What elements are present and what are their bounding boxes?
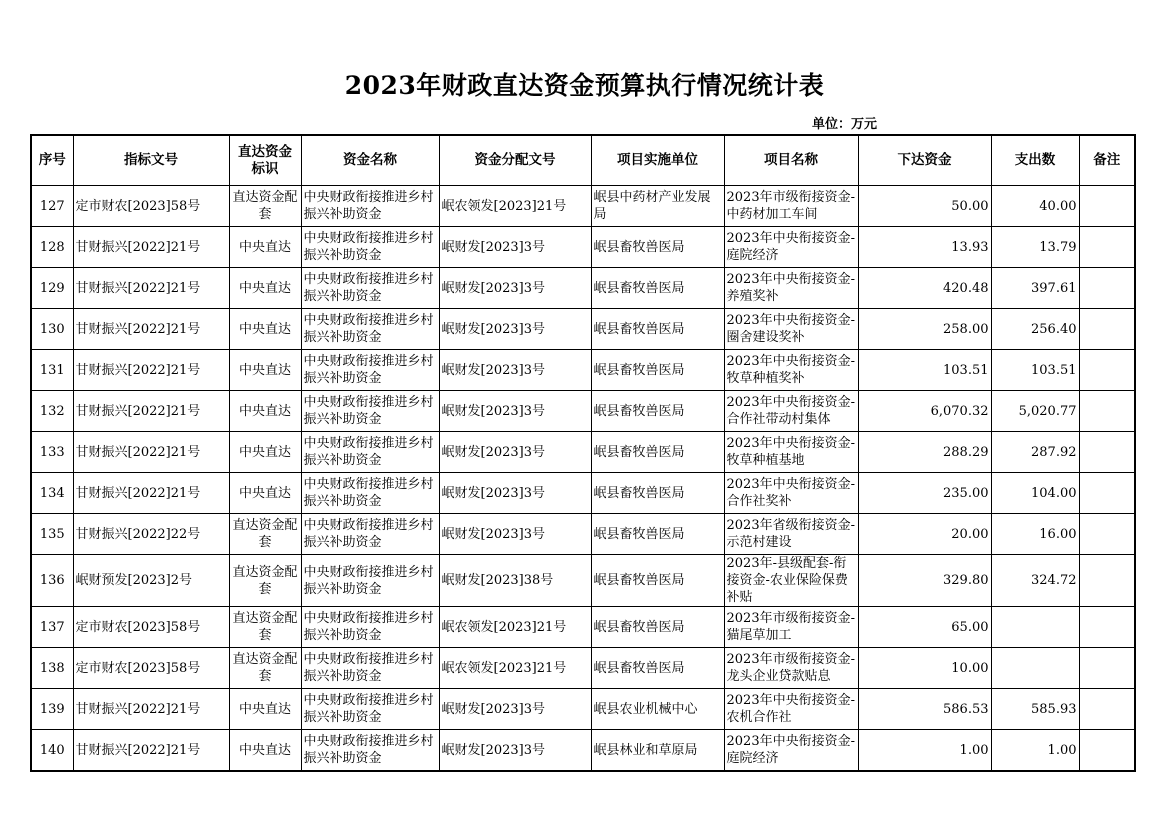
cell-flag: 直达资金配套 bbox=[229, 555, 301, 607]
cell-project: 2023年中央衔接资金-农机合作社 bbox=[724, 689, 858, 730]
cell-fund: 中央财政衔接推进乡村振兴补助资金 bbox=[301, 432, 439, 473]
page-title: 2023年财政直达资金预算执行情况统计表 bbox=[344, 71, 825, 100]
cell-project: 2023年中央衔接资金-合作社带动村集体 bbox=[724, 391, 858, 432]
header-seq: 序号 bbox=[31, 135, 73, 186]
table-row bbox=[31, 473, 1135, 514]
cell-project: 2023年中央衔接资金-牧草种植基地 bbox=[724, 432, 858, 473]
cell-unit: 岷县畜牧兽医局 bbox=[591, 473, 724, 514]
cell-spent: 13.79 bbox=[991, 227, 1079, 268]
cell-fund: 中央财政衔接推进乡村振兴补助资金 bbox=[301, 730, 439, 772]
cell-unit: 岷县畜牧兽医局 bbox=[591, 607, 724, 648]
cell-spent: 103.51 bbox=[991, 350, 1079, 391]
table-row bbox=[31, 648, 1135, 689]
cell-spent bbox=[991, 607, 1079, 648]
cell-spent: 16.00 bbox=[991, 514, 1079, 555]
table-row bbox=[31, 689, 1135, 730]
cell-doc: 甘财振兴[2022]21号 bbox=[73, 689, 229, 730]
cell-note bbox=[1079, 473, 1135, 514]
cell-doc: 甘财振兴[2022]21号 bbox=[73, 227, 229, 268]
cell-unit: 岷县畜牧兽医局 bbox=[591, 309, 724, 350]
cell-seq: 139 bbox=[31, 689, 73, 730]
cell-spent: 5,020.77 bbox=[991, 391, 1079, 432]
cell-doc: 定市财农[2023]58号 bbox=[73, 648, 229, 689]
cell-issued: 420.48 bbox=[858, 268, 991, 309]
cell-issued: 329.80 bbox=[858, 555, 991, 607]
cell-fund: 中央财政衔接推进乡村振兴补助资金 bbox=[301, 309, 439, 350]
cell-fund: 中央财政衔接推进乡村振兴补助资金 bbox=[301, 689, 439, 730]
header-issued: 下达资金 bbox=[858, 135, 991, 186]
cell-project: 2023年中央衔接资金-圈舍建设奖补 bbox=[724, 309, 858, 350]
cell-project: 2023年中央衔接资金-牧草种植奖补 bbox=[724, 350, 858, 391]
table-row bbox=[31, 607, 1135, 648]
cell-seq: 132 bbox=[31, 391, 73, 432]
cell-alloc: 岷农领发[2023]21号 bbox=[439, 186, 591, 227]
cell-issued: 50.00 bbox=[858, 186, 991, 227]
cell-flag: 中央直达 bbox=[229, 309, 301, 350]
cell-spent bbox=[991, 648, 1079, 689]
table-header-row bbox=[31, 135, 1135, 186]
cell-alloc: 岷财发[2023]3号 bbox=[439, 227, 591, 268]
cell-alloc: 岷财发[2023]3号 bbox=[439, 473, 591, 514]
cell-flag: 中央直达 bbox=[229, 268, 301, 309]
cell-issued: 6,070.32 bbox=[858, 391, 991, 432]
budget-table bbox=[30, 134, 1136, 772]
cell-fund: 中央财政衔接推进乡村振兴补助资金 bbox=[301, 555, 439, 607]
cell-project: 2023年中央衔接资金-庭院经济 bbox=[724, 730, 858, 772]
cell-issued: 1.00 bbox=[858, 730, 991, 772]
cell-seq: 136 bbox=[31, 555, 73, 607]
cell-fund: 中央财政衔接推进乡村振兴补助资金 bbox=[301, 350, 439, 391]
cell-doc: 甘财振兴[2022]22号 bbox=[73, 514, 229, 555]
cell-seq: 127 bbox=[31, 186, 73, 227]
cell-note bbox=[1079, 730, 1135, 772]
cell-doc: 定市财农[2023]58号 bbox=[73, 186, 229, 227]
cell-project: 2023年省级衔接资金-示范村建设 bbox=[724, 514, 858, 555]
cell-fund: 中央财政衔接推进乡村振兴补助资金 bbox=[301, 607, 439, 648]
cell-note bbox=[1079, 648, 1135, 689]
cell-fund: 中央财政衔接推进乡村振兴补助资金 bbox=[301, 391, 439, 432]
header-note: 备注 bbox=[1079, 135, 1135, 186]
cell-issued: 103.51 bbox=[858, 350, 991, 391]
cell-unit: 岷县畜牧兽医局 bbox=[591, 350, 724, 391]
cell-fund: 中央财政衔接推进乡村振兴补助资金 bbox=[301, 268, 439, 309]
cell-note bbox=[1079, 607, 1135, 648]
cell-flag: 中央直达 bbox=[229, 432, 301, 473]
cell-unit: 岷县畜牧兽医局 bbox=[591, 648, 724, 689]
cell-seq: 134 bbox=[31, 473, 73, 514]
cell-spent: 287.92 bbox=[991, 432, 1079, 473]
cell-alloc: 岷农领发[2023]21号 bbox=[439, 607, 591, 648]
cell-note bbox=[1079, 227, 1135, 268]
cell-fund: 中央财政衔接推进乡村振兴补助资金 bbox=[301, 227, 439, 268]
table-row bbox=[31, 227, 1135, 268]
table-row bbox=[31, 309, 1135, 350]
cell-doc: 甘财振兴[2022]21号 bbox=[73, 391, 229, 432]
cell-fund: 中央财政衔接推进乡村振兴补助资金 bbox=[301, 186, 439, 227]
table-row bbox=[31, 730, 1135, 772]
cell-flag: 直达资金配套 bbox=[229, 648, 301, 689]
cell-unit: 岷县畜牧兽医局 bbox=[591, 432, 724, 473]
cell-flag: 直达资金配套 bbox=[229, 514, 301, 555]
cell-alloc: 岷财发[2023]3号 bbox=[439, 309, 591, 350]
table-row bbox=[31, 350, 1135, 391]
cell-seq: 140 bbox=[31, 730, 73, 772]
table-row bbox=[31, 186, 1135, 227]
cell-flag: 直达资金配套 bbox=[229, 607, 301, 648]
cell-seq: 135 bbox=[31, 514, 73, 555]
cell-issued: 586.53 bbox=[858, 689, 991, 730]
cell-unit: 岷县中药材产业发展局 bbox=[591, 186, 724, 227]
cell-issued: 10.00 bbox=[858, 648, 991, 689]
cell-flag: 中央直达 bbox=[229, 473, 301, 514]
cell-unit: 岷县畜牧兽医局 bbox=[591, 555, 724, 607]
cell-fund: 中央财政衔接推进乡村振兴补助资金 bbox=[301, 648, 439, 689]
cell-note bbox=[1079, 689, 1135, 730]
cell-note bbox=[1079, 555, 1135, 607]
cell-flag: 中央直达 bbox=[229, 227, 301, 268]
table-row bbox=[31, 514, 1135, 555]
header-fund: 资金名称 bbox=[301, 135, 439, 186]
table-row bbox=[31, 268, 1135, 309]
cell-doc: 甘财振兴[2022]21号 bbox=[73, 473, 229, 514]
cell-note bbox=[1079, 309, 1135, 350]
cell-alloc: 岷财发[2023]3号 bbox=[439, 730, 591, 772]
cell-alloc: 岷财发[2023]3号 bbox=[439, 268, 591, 309]
cell-project: 2023年-县级配套-衔接资金-农业保险保费补贴 bbox=[724, 555, 858, 607]
cell-spent: 256.40 bbox=[991, 309, 1079, 350]
cell-doc: 甘财振兴[2022]21号 bbox=[73, 432, 229, 473]
cell-unit: 岷县畜牧兽医局 bbox=[591, 391, 724, 432]
cell-project: 2023年市级衔接资金-龙头企业贷款贴息 bbox=[724, 648, 858, 689]
cell-flag: 中央直达 bbox=[229, 391, 301, 432]
cell-project: 2023年市级衔接资金-中药材加工车间 bbox=[724, 186, 858, 227]
cell-doc: 岷财预发[2023]2号 bbox=[73, 555, 229, 607]
cell-note bbox=[1079, 350, 1135, 391]
cell-note bbox=[1079, 186, 1135, 227]
cell-alloc: 岷财发[2023]3号 bbox=[439, 391, 591, 432]
cell-doc: 定市财农[2023]58号 bbox=[73, 607, 229, 648]
cell-issued: 13.93 bbox=[858, 227, 991, 268]
cell-seq: 137 bbox=[31, 607, 73, 648]
cell-spent: 104.00 bbox=[991, 473, 1079, 514]
cell-seq: 129 bbox=[31, 268, 73, 309]
cell-unit: 岷县畜牧兽医局 bbox=[591, 268, 724, 309]
cell-unit: 岷县畜牧兽医局 bbox=[591, 227, 724, 268]
cell-seq: 138 bbox=[31, 648, 73, 689]
cell-seq: 128 bbox=[31, 227, 73, 268]
cell-note bbox=[1079, 514, 1135, 555]
cell-note bbox=[1079, 432, 1135, 473]
cell-seq: 133 bbox=[31, 432, 73, 473]
cell-issued: 65.00 bbox=[858, 607, 991, 648]
cell-seq: 130 bbox=[31, 309, 73, 350]
cell-issued: 20.00 bbox=[858, 514, 991, 555]
cell-unit: 岷县林业和草原局 bbox=[591, 730, 724, 772]
cell-project: 2023年中央衔接资金-合作社奖补 bbox=[724, 473, 858, 514]
cell-issued: 258.00 bbox=[858, 309, 991, 350]
header-flag: 直达资金标识 bbox=[229, 135, 301, 186]
cell-seq: 131 bbox=[31, 350, 73, 391]
cell-doc: 甘财振兴[2022]21号 bbox=[73, 730, 229, 772]
cell-alloc: 岷财发[2023]3号 bbox=[439, 689, 591, 730]
unit-label: 单位：万元 bbox=[812, 117, 878, 132]
cell-alloc: 岷财发[2023]3号 bbox=[439, 514, 591, 555]
cell-spent: 585.93 bbox=[991, 689, 1079, 730]
cell-doc: 甘财振兴[2022]21号 bbox=[73, 350, 229, 391]
cell-alloc: 岷财发[2023]3号 bbox=[439, 350, 591, 391]
cell-flag: 中央直达 bbox=[229, 730, 301, 772]
cell-issued: 288.29 bbox=[858, 432, 991, 473]
cell-flag: 中央直达 bbox=[229, 689, 301, 730]
cell-unit: 岷县农业机械中心 bbox=[591, 689, 724, 730]
cell-spent: 397.61 bbox=[991, 268, 1079, 309]
cell-project: 2023年中央衔接资金-庭院经济 bbox=[724, 227, 858, 268]
cell-spent: 40.00 bbox=[991, 186, 1079, 227]
cell-fund: 中央财政衔接推进乡村振兴补助资金 bbox=[301, 473, 439, 514]
header-project: 项目名称 bbox=[724, 135, 858, 186]
cell-doc: 甘财振兴[2022]21号 bbox=[73, 268, 229, 309]
cell-doc: 甘财振兴[2022]21号 bbox=[73, 309, 229, 350]
header-alloc: 资金分配文号 bbox=[439, 135, 591, 186]
header-doc: 指标文号 bbox=[73, 135, 229, 186]
cell-alloc: 岷农领发[2023]21号 bbox=[439, 648, 591, 689]
cell-fund: 中央财政衔接推进乡村振兴补助资金 bbox=[301, 514, 439, 555]
table-row bbox=[31, 391, 1135, 432]
header-spent: 支出数 bbox=[991, 135, 1079, 186]
cell-spent: 324.72 bbox=[991, 555, 1079, 607]
cell-note bbox=[1079, 391, 1135, 432]
cell-flag: 直达资金配套 bbox=[229, 186, 301, 227]
cell-alloc: 岷财发[2023]38号 bbox=[439, 555, 591, 607]
cell-project: 2023年市级衔接资金-猫尾草加工 bbox=[724, 607, 858, 648]
cell-alloc: 岷财发[2023]3号 bbox=[439, 432, 591, 473]
cell-note bbox=[1079, 268, 1135, 309]
table-row bbox=[31, 432, 1135, 473]
table-row bbox=[31, 555, 1135, 607]
cell-project: 2023年中央衔接资金-养殖奖补 bbox=[724, 268, 858, 309]
header-unit: 项目实施单位 bbox=[591, 135, 724, 186]
cell-spent: 1.00 bbox=[991, 730, 1079, 772]
cell-unit: 岷县畜牧兽医局 bbox=[591, 514, 724, 555]
cell-issued: 235.00 bbox=[858, 473, 991, 514]
cell-flag: 中央直达 bbox=[229, 350, 301, 391]
